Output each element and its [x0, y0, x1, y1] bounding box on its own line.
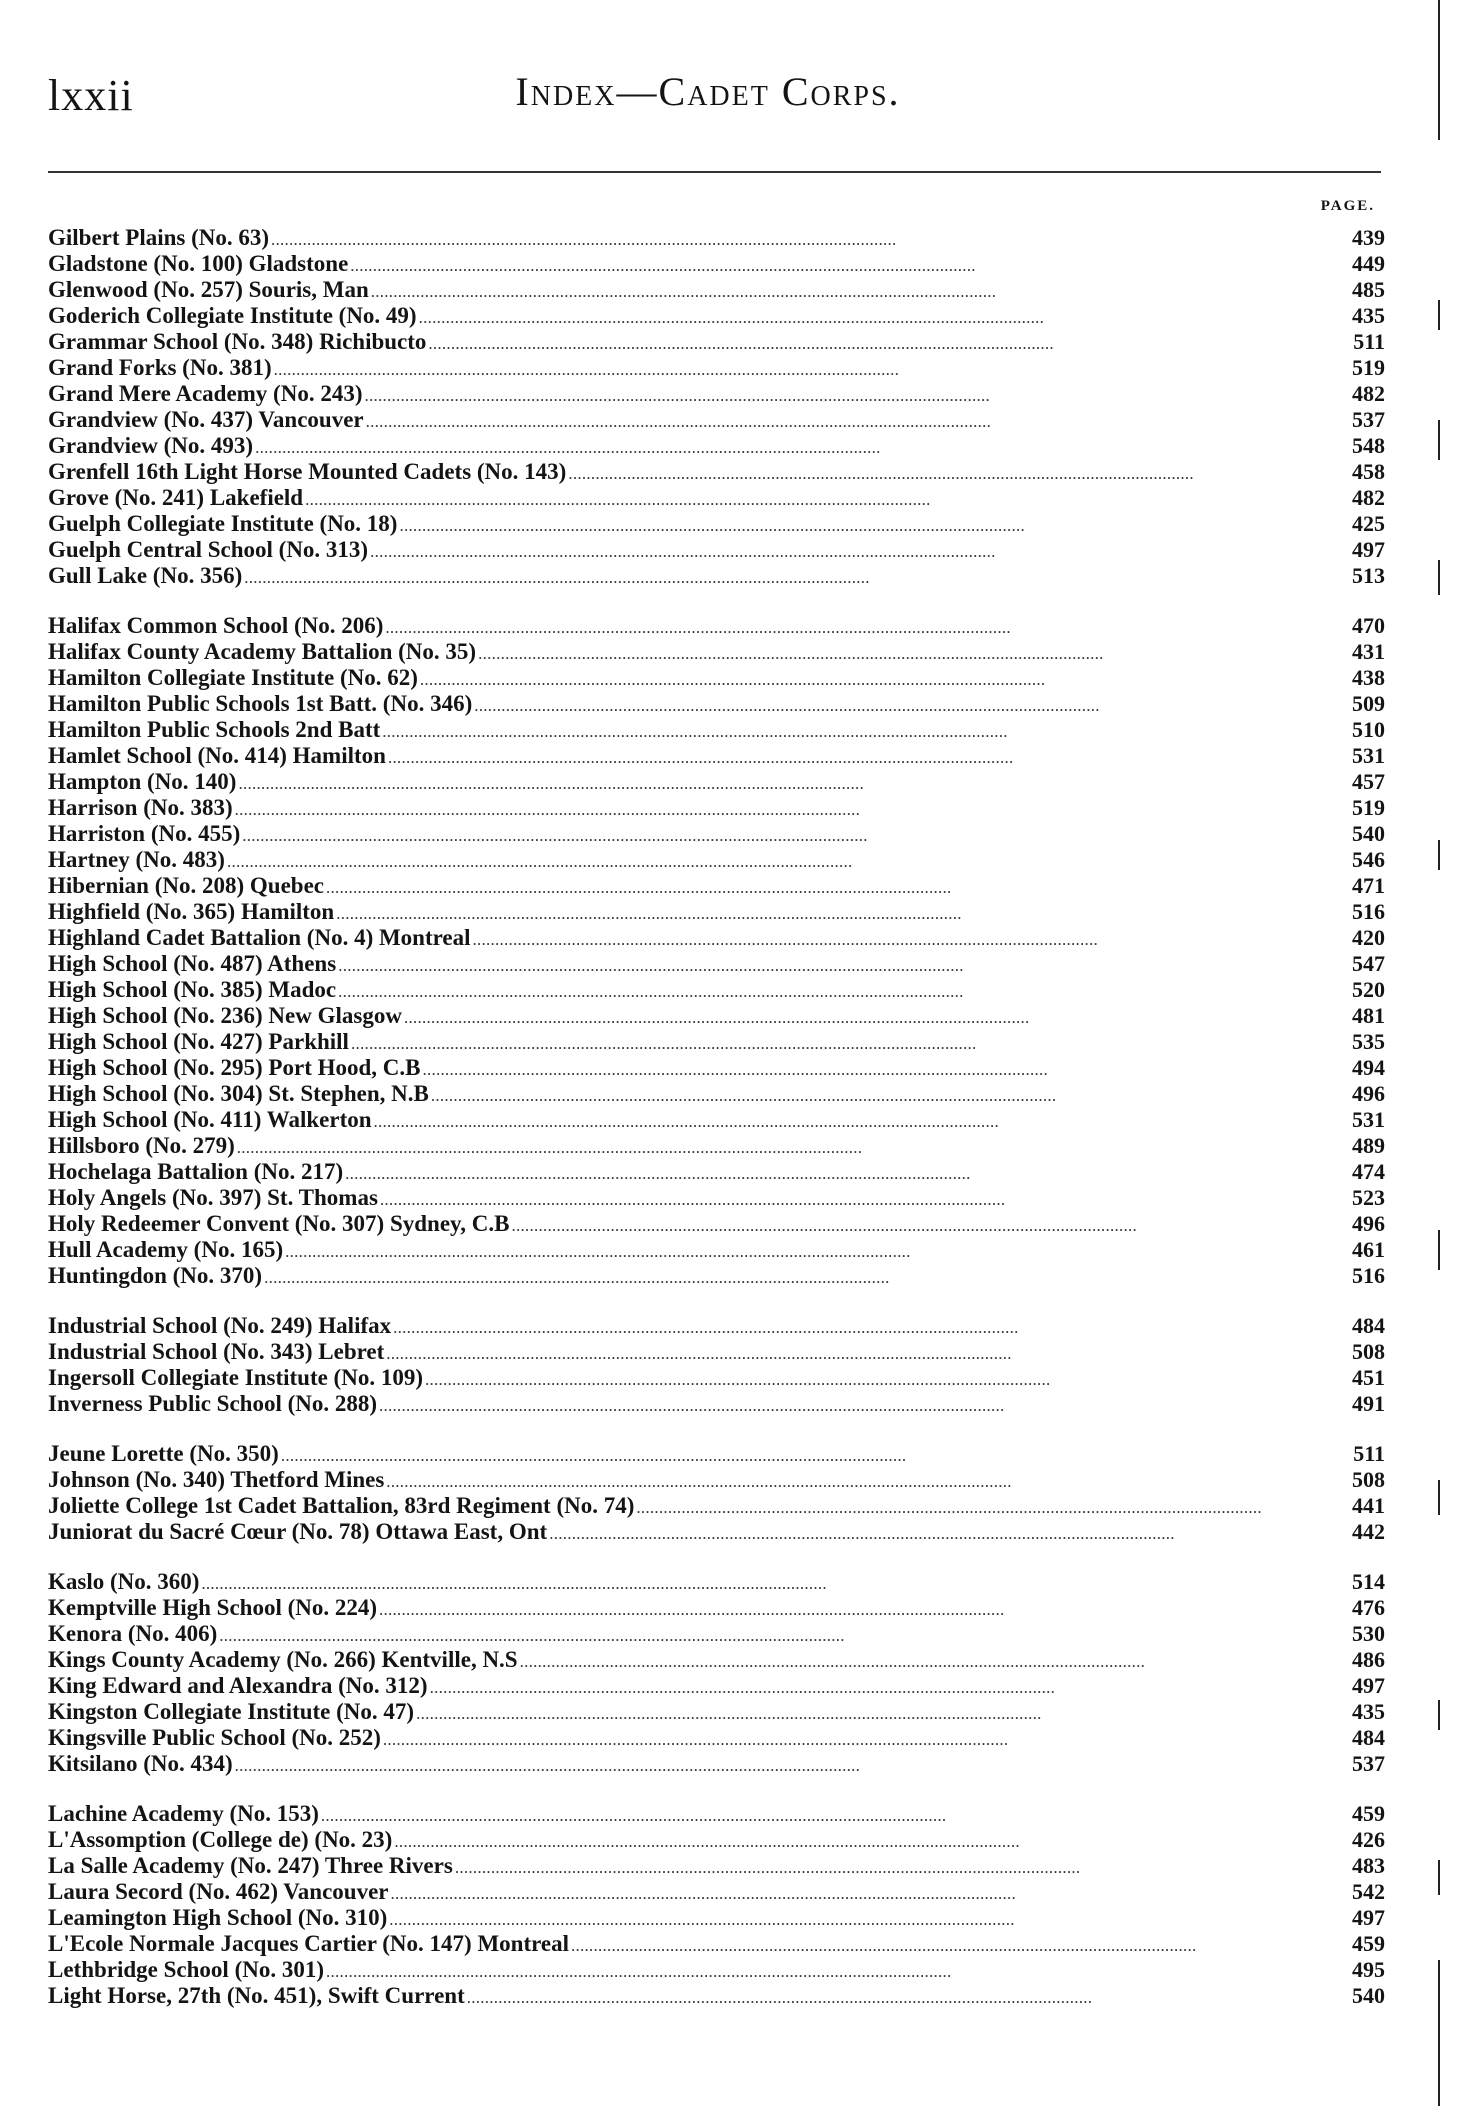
binding-edge: [1438, 0, 1441, 2106]
entry-name: Hamlet School (No. 414) Hamilton: [48, 743, 386, 768]
entry-page-number: 510: [1352, 717, 1385, 742]
entry-page-number: 508: [1352, 1467, 1385, 1492]
dot-leader: [219, 1623, 1317, 1649]
dot-leader: [238, 771, 1317, 797]
dot-leader: [235, 797, 1317, 823]
entry-name: Huntingdon (No. 370): [48, 1263, 263, 1288]
entry-page-number: 484: [1352, 1313, 1385, 1338]
index-entry: [48, 1957, 1385, 1983]
index-entry: [48, 1263, 1385, 1289]
dot-leader: [385, 615, 1317, 641]
entry-page-number: 486: [1352, 1647, 1385, 1672]
index-entry: [48, 1983, 1385, 2009]
dot-leader: [371, 279, 1317, 305]
entry-page-number: 494: [1352, 1055, 1385, 1080]
entry-page-number: 476: [1352, 1595, 1385, 1620]
dot-leader: [549, 1521, 1317, 1547]
index-entry: [48, 977, 1385, 1003]
dot-leader: [281, 1443, 1317, 1469]
entry-page-number: 496: [1352, 1081, 1385, 1106]
index-entry: [48, 717, 1385, 743]
entry-page-number: 509: [1352, 691, 1385, 716]
dot-leader: [420, 667, 1317, 693]
entry-name: Gilbert Plains (No. 63): [48, 225, 270, 250]
entry-page-number: 511: [1353, 329, 1385, 354]
entry-name: Kingsville Public School (No. 252): [48, 1725, 381, 1750]
dot-leader: [474, 693, 1317, 719]
dot-leader: [428, 331, 1317, 357]
index-entry: [48, 1801, 1385, 1827]
entry-name: Gull Lake (No. 356): [48, 563, 243, 588]
entry-name: Grand Forks (No. 381): [48, 355, 272, 380]
index-entry: [48, 925, 1385, 951]
dot-leader: [338, 979, 1317, 1005]
index-entry: [48, 1725, 1385, 1751]
entry-name: Gladstone (No. 100) Gladstone: [48, 251, 349, 276]
index-entry: [48, 407, 1385, 433]
entry-name: Hamilton Public Schools 1st Batt. (No. 346): [48, 691, 473, 716]
entry-name: Hamilton Public Schools 2nd Batt: [48, 717, 381, 742]
index-entry: [48, 277, 1385, 303]
entry-name: Ingersoll Collegiate Institute (No. 109): [48, 1365, 423, 1390]
index-group: [48, 225, 1385, 589]
entry-page-number: 484: [1352, 1725, 1385, 1750]
dot-leader: [478, 641, 1317, 667]
entry-page-number: 459: [1352, 1931, 1385, 1956]
dot-leader: [365, 383, 1318, 409]
entry-name: Grandview (No. 493): [48, 433, 254, 458]
entry-name: Halifax County Academy Battalion (No. 35): [48, 639, 477, 664]
entry-name: Kings County Academy (No. 266) Kentville, N.S: [48, 1647, 518, 1672]
entry-page-number: 435: [1352, 303, 1385, 328]
entry-page-number: 530: [1352, 1621, 1385, 1646]
entry-name: Industrial School (No. 343) Lebret: [48, 1339, 385, 1364]
entry-name: High School (No. 304) St. Stephen, N.B: [48, 1081, 429, 1106]
entry-name: Hartney (No. 483): [48, 847, 225, 872]
entry-name: Hull Academy (No. 165): [48, 1237, 284, 1262]
index-entry: [48, 1211, 1385, 1237]
entry-page-number: 449: [1352, 251, 1385, 276]
index-entry: [48, 303, 1385, 329]
dot-leader: [201, 1571, 1317, 1597]
entry-name: Hochelaga Battalion (No. 217): [48, 1159, 344, 1184]
index-entry: [48, 1365, 1385, 1391]
dot-leader: [255, 435, 1317, 461]
entry-page-number: 497: [1352, 537, 1385, 562]
entry-name: Laura Secord (No. 462) Vancouver: [48, 1879, 389, 1904]
entry-page-number: 537: [1352, 407, 1385, 432]
entry-name: King Edward and Alexandra (No. 312): [48, 1673, 428, 1698]
entry-name: L'Assomption (College de) (No. 23): [48, 1827, 393, 1852]
entry-page-number: 458: [1352, 459, 1385, 484]
entry-name: Highland Cadet Battalion (No. 4) Montreal: [48, 925, 471, 950]
entry-page-number: 485: [1352, 277, 1385, 302]
index-entry: [48, 1751, 1385, 1777]
entry-name: High School (No. 295) Port Hood, C.B: [48, 1055, 421, 1080]
entry-page-number: 442: [1352, 1519, 1385, 1544]
entry-name: Holy Redeemer Convent (No. 307) Sydney, C.B: [48, 1211, 510, 1236]
dot-leader: [370, 539, 1317, 565]
entry-page-number: 520: [1352, 977, 1385, 1002]
entry-page-number: 439: [1352, 225, 1385, 250]
entry-page-number: 535: [1352, 1029, 1385, 1054]
entry-name: Juniorat du Sacré Cœur (No. 78) Ottawa East, Ont: [48, 1519, 548, 1544]
entry-name: La Salle Academy (No. 247) Three Rivers: [48, 1853, 453, 1878]
entry-name: Kitsilano (No. 434): [48, 1751, 233, 1776]
page-header: [48, 62, 1368, 122]
entry-page-number: 441: [1352, 1493, 1385, 1518]
dot-leader: [264, 1265, 1317, 1291]
entry-name: Hillsboro (No. 279): [48, 1133, 235, 1158]
dot-leader: [305, 487, 1317, 513]
header-rule: [48, 171, 1381, 173]
index-entry: [48, 511, 1385, 537]
index-entry: [48, 951, 1385, 977]
entry-page-number: 459: [1352, 1801, 1385, 1826]
index-entry: [48, 1107, 1385, 1133]
entry-page-number: 482: [1352, 485, 1385, 510]
index-entry: [48, 1827, 1385, 1853]
index-entry: [48, 1029, 1385, 1055]
entry-page-number: 481: [1352, 1003, 1385, 1028]
dot-leader: [235, 1753, 1317, 1779]
index-entry: [48, 381, 1385, 407]
entry-name: Kingston Collegiate Institute (No. 47): [48, 1699, 415, 1724]
dot-leader: [351, 1031, 1317, 1057]
entry-page-number: 540: [1352, 821, 1385, 846]
entry-name: Grandview (No. 437) Vancouver: [48, 407, 364, 432]
dot-leader: [386, 1341, 1317, 1367]
dot-leader: [571, 1933, 1317, 1959]
entry-name: Harriston (No. 455): [48, 821, 241, 846]
entry-name: Lethbridge School (No. 301): [48, 1957, 324, 1982]
entry-page-number: 511: [1353, 1441, 1385, 1466]
entry-name: Grove (No. 241) Lakefield: [48, 485, 304, 510]
dot-leader: [285, 1239, 1317, 1265]
entry-name: Grenfell 16th Light Horse Mounted Cadets (No. 143): [48, 459, 567, 484]
dot-leader: [244, 565, 1317, 591]
dot-leader: [326, 1959, 1317, 1985]
dot-leader: [383, 1727, 1317, 1753]
entry-name: Inverness Public School (No. 288): [48, 1391, 378, 1416]
dot-leader: [345, 1161, 1317, 1187]
entry-name: Johnson (No. 340) Thetford Mines: [48, 1467, 385, 1492]
entry-name: Harrison (No. 383): [48, 795, 233, 820]
entry-page-number: 431: [1352, 639, 1385, 664]
index-entry: [48, 485, 1385, 511]
entry-name: Glenwood (No. 257) Souris, Man: [48, 277, 369, 302]
dot-leader: [422, 1057, 1317, 1083]
entry-page-number: 513: [1352, 563, 1385, 588]
entry-page-number: 497: [1352, 1905, 1385, 1930]
entry-page-number: 497: [1352, 1673, 1385, 1698]
index-group: [48, 613, 1385, 1289]
index-entry: [48, 613, 1385, 639]
entry-page-number: 519: [1352, 355, 1385, 380]
dot-leader: [380, 1187, 1317, 1213]
entry-page-number: 495: [1352, 1957, 1385, 1982]
dot-leader: [430, 1675, 1317, 1701]
dot-leader: [416, 1701, 1317, 1727]
entry-page-number: 471: [1352, 873, 1385, 898]
index-entry: [48, 899, 1385, 925]
index-entry: [48, 329, 1385, 355]
entry-name: Hamilton Collegiate Institute (No. 62): [48, 665, 418, 690]
entry-name: Hampton (No. 140): [48, 769, 237, 794]
entry-page-number: 516: [1352, 1263, 1385, 1288]
index-entry: [48, 1339, 1385, 1365]
entry-page-number: 491: [1352, 1391, 1385, 1416]
dot-leader: [382, 719, 1317, 745]
index-entry: [48, 1931, 1385, 1957]
index-group: [48, 1441, 1385, 1545]
entry-page-number: 482: [1352, 381, 1385, 406]
index-group: [48, 1569, 1385, 1777]
entry-name: Grand Mere Academy (No. 243): [48, 381, 363, 406]
entry-page-number: 523: [1352, 1185, 1385, 1210]
index-entry: [48, 847, 1385, 873]
index-entry: [48, 1853, 1385, 1879]
entry-page-number: 483: [1352, 1853, 1385, 1878]
entry-page-number: 470: [1352, 613, 1385, 638]
index-entry: [48, 1879, 1385, 1905]
dot-leader: [379, 1393, 1317, 1419]
index-entry: [48, 665, 1385, 691]
dot-leader: [520, 1649, 1317, 1675]
dot-leader: [394, 1829, 1317, 1855]
index-entry: [48, 1905, 1385, 1931]
entry-name: High School (No. 385) Madoc: [48, 977, 337, 1002]
index-entry: [48, 1467, 1385, 1493]
dot-leader: [227, 849, 1317, 875]
entry-name: Light Horse, 27th (No. 451), Swift Current: [48, 1983, 465, 2008]
dot-leader: [636, 1495, 1317, 1521]
index-list: [48, 225, 1385, 2033]
entry-page-number: 474: [1352, 1159, 1385, 1184]
entry-name: Guelph Collegiate Institute (No. 18): [48, 511, 398, 536]
entry-name: Holy Angels (No. 397) St. Thomas: [48, 1185, 378, 1210]
entry-name: Lachine Academy (No. 153): [48, 1801, 319, 1826]
index-entry: [48, 795, 1385, 821]
index-entry: [48, 1003, 1385, 1029]
index-entry: [48, 1441, 1385, 1467]
entry-name: Goderich Collegiate Institute (No. 49): [48, 303, 417, 328]
entry-name: Leamington High School (No. 310): [48, 1905, 388, 1930]
index-entry: [48, 639, 1385, 665]
entry-name: Kaslo (No. 360): [48, 1569, 200, 1594]
entry-name: Grammar School (No. 348) Richibucto: [48, 329, 427, 354]
entry-page-number: 519: [1352, 795, 1385, 820]
entry-page-number: 425: [1352, 511, 1385, 536]
dot-leader: [425, 1367, 1317, 1393]
dot-leader: [336, 901, 1317, 927]
entry-page-number: 496: [1352, 1211, 1385, 1236]
page-number: lxxii: [48, 71, 134, 120]
entry-page-number: 546: [1352, 847, 1385, 872]
dot-leader: [271, 227, 1317, 253]
index-entry: [48, 459, 1385, 485]
entry-page-number: 508: [1352, 1339, 1385, 1364]
dot-leader: [391, 1881, 1317, 1907]
index-entry: [48, 225, 1385, 251]
entry-page-number: 451: [1352, 1365, 1385, 1390]
entry-page-number: 542: [1352, 1879, 1385, 1904]
entry-page-number: 531: [1352, 1107, 1385, 1132]
entry-name: Industrial School (No. 249) Halifax: [48, 1313, 392, 1338]
index-entry: [48, 1493, 1385, 1519]
entry-name: Guelph Central School (No. 313): [48, 537, 369, 562]
dot-leader: [274, 357, 1317, 383]
dot-leader: [419, 305, 1317, 331]
page-column-label: PAGE.: [1320, 198, 1375, 214]
index-entry: [48, 1595, 1385, 1621]
index-entry: [48, 1647, 1385, 1673]
entry-name: L'Ecole Normale Jacques Cartier (No. 147) Montreal: [48, 1931, 570, 1956]
index-entry: [48, 251, 1385, 277]
dot-leader: [399, 513, 1317, 539]
dot-leader: [386, 1469, 1317, 1495]
dot-leader: [511, 1213, 1317, 1239]
index-entry: [48, 1391, 1385, 1417]
index-entry: [48, 1569, 1385, 1595]
entry-name: Jeune Lorette (No. 350): [48, 1441, 279, 1466]
dot-leader: [237, 1135, 1317, 1161]
dot-leader: [568, 461, 1317, 487]
index-entry: [48, 1185, 1385, 1211]
index-entry: [48, 563, 1385, 589]
index-entry: [48, 1621, 1385, 1647]
dot-leader: [404, 1005, 1317, 1031]
dot-leader: [366, 409, 1317, 435]
entry-name: Joliette College 1st Cadet Battalion, 83rd Regiment (No. 74): [48, 1493, 635, 1518]
dot-leader: [321, 1803, 1317, 1829]
entry-page-number: 438: [1352, 665, 1385, 690]
index-group: [48, 1313, 1385, 1417]
dot-leader: [338, 953, 1317, 979]
index-entry: [48, 769, 1385, 795]
index-entry: [48, 1159, 1385, 1185]
entry-page-number: 426: [1352, 1827, 1385, 1852]
index-entry: [48, 537, 1385, 563]
entry-name: Kenora (No. 406): [48, 1621, 218, 1646]
entry-page-number: 457: [1352, 769, 1385, 794]
entry-page-number: 514: [1352, 1569, 1385, 1594]
index-entry: [48, 1699, 1385, 1725]
entry-page-number: 435: [1352, 1699, 1385, 1724]
index-entry: [48, 433, 1385, 459]
entry-name: Highfield (No. 365) Hamilton: [48, 899, 335, 924]
entry-page-number: 548: [1352, 433, 1385, 458]
dot-leader: [393, 1315, 1317, 1341]
index-entry: [48, 355, 1385, 381]
entry-page-number: 420: [1352, 925, 1385, 950]
entry-name: Halifax Common School (No. 206): [48, 613, 384, 638]
index-entry: [48, 1133, 1385, 1159]
entry-page-number: 461: [1352, 1237, 1385, 1262]
dot-leader: [326, 875, 1317, 901]
dot-leader: [388, 745, 1317, 771]
dot-leader: [431, 1083, 1317, 1109]
dot-leader: [473, 927, 1317, 953]
index-entry: [48, 691, 1385, 717]
entry-name: Kemptville High School (No. 224): [48, 1595, 378, 1620]
dot-leader: [379, 1597, 1317, 1623]
index-entry: [48, 1673, 1385, 1699]
index-entry: [48, 1081, 1385, 1107]
entry-page-number: 531: [1352, 743, 1385, 768]
dot-leader: [374, 1109, 1317, 1135]
entry-page-number: 516: [1352, 899, 1385, 924]
index-entry: [48, 821, 1385, 847]
index-entry: [48, 1237, 1385, 1263]
entry-name: High School (No. 487) Athens: [48, 951, 337, 976]
index-group: [48, 1801, 1385, 2009]
page-title: Index—Cadet Corps.: [515, 69, 901, 114]
index-entry: [48, 873, 1385, 899]
entry-name: High School (No. 411) Walkerton: [48, 1107, 372, 1132]
dot-leader: [389, 1907, 1317, 1933]
entry-page-number: 540: [1352, 1983, 1385, 2008]
dot-leader: [467, 1985, 1317, 2011]
entry-name: High School (No. 236) New Glasgow: [48, 1003, 402, 1028]
entry-name: Hibernian (No. 208) Quebec: [48, 873, 324, 898]
index-entry: [48, 1055, 1385, 1081]
entry-page-number: 547: [1352, 951, 1385, 976]
entry-page-number: 537: [1352, 1751, 1385, 1776]
dot-leader: [350, 253, 1317, 279]
dot-leader: [455, 1855, 1317, 1881]
index-entry: [48, 1519, 1385, 1545]
dot-leader: [242, 823, 1317, 849]
index-entry: [48, 743, 1385, 769]
entry-name: High School (No. 427) Parkhill: [48, 1029, 349, 1054]
entry-page-number: 489: [1352, 1133, 1385, 1158]
index-entry: [48, 1313, 1385, 1339]
